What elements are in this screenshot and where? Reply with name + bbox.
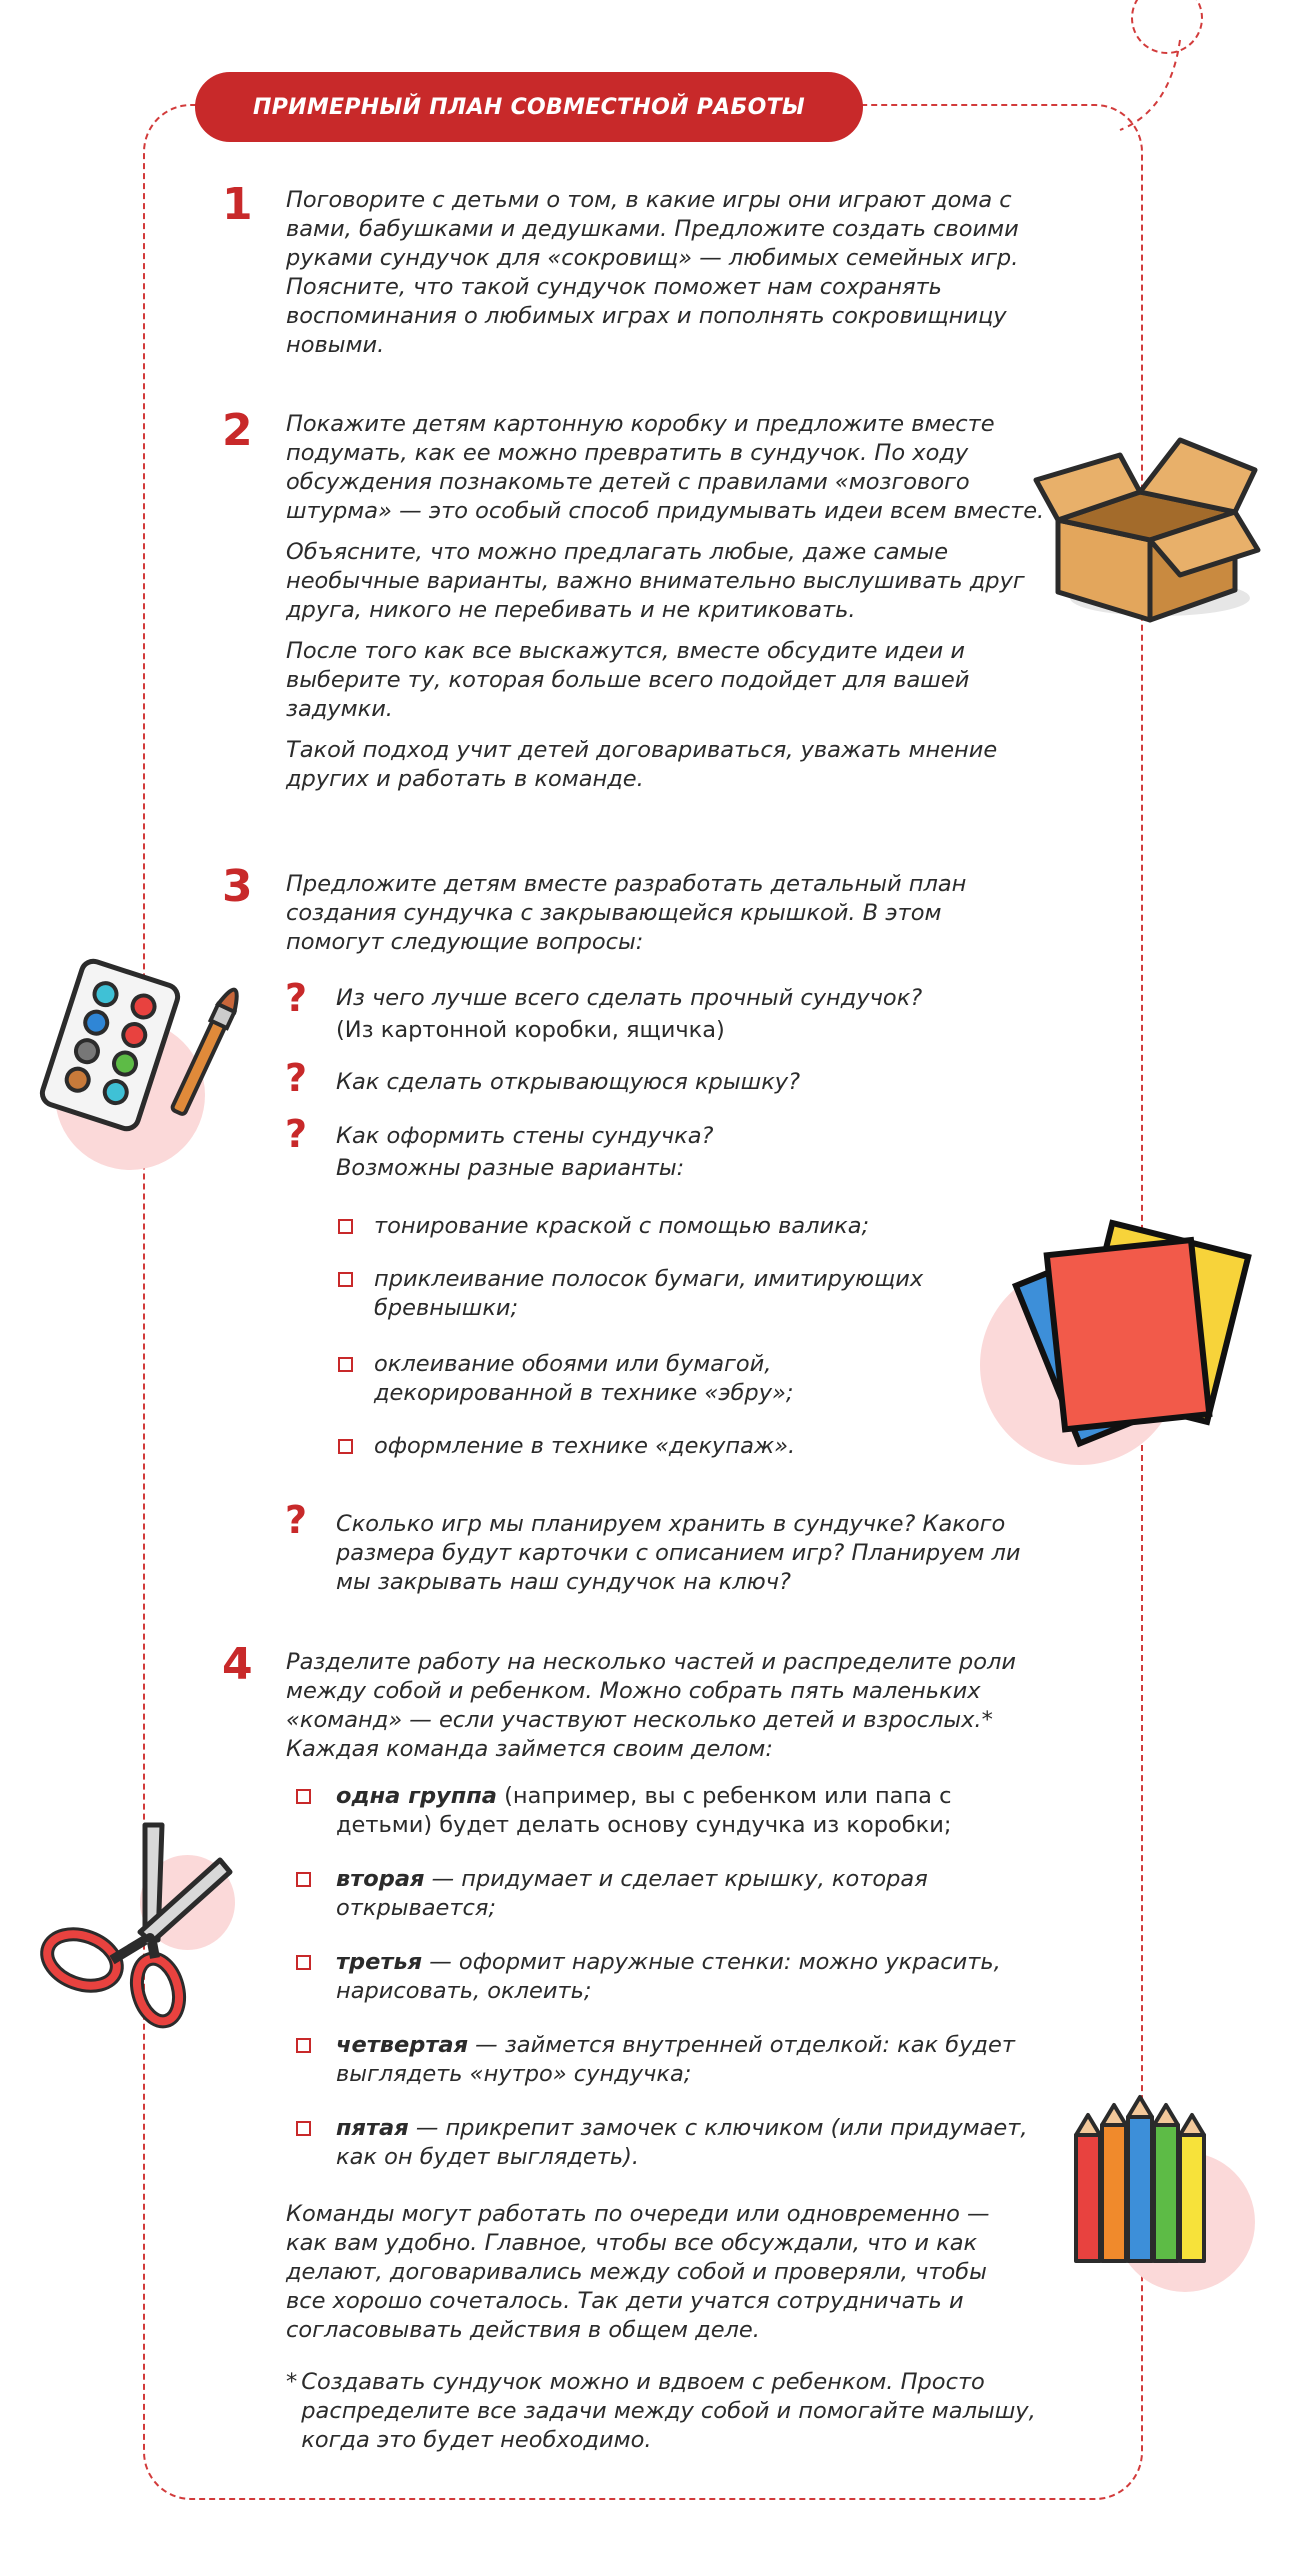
team-3-name: третья — [336, 1949, 423, 1975]
team-4 — [336, 2031, 1036, 2089]
checkbox-icon — [338, 1272, 353, 1287]
option-1-text: тонирование краской с помощью валика; — [374, 1213, 870, 1239]
step-number-2: 2 — [222, 406, 272, 456]
team-4-name: четвертая — [336, 2032, 469, 2058]
team-4-desc: — займется внутренней отделкой: как будет выглядеть «нутро» сундучка; — [336, 2032, 1015, 2087]
question-1 — [336, 984, 1036, 1045]
step-2-paragraph-1: Покажите детям картонную коробку и предложите вместе подумать, как ее можно превратить в сундучок. По ходу обсуждения познакомьте детей с правилами «мозгового штурма» — это особый способ придумывать идеи всем вместе. — [286, 411, 1045, 524]
question-1-hint: (Из картонной коробки, ящичка) — [336, 1017, 725, 1043]
watercolor-paints-icon — [40, 960, 240, 1140]
question-3 — [336, 1122, 1036, 1183]
step-2-text — [286, 410, 1056, 806]
question-mark-icon: ? — [285, 1056, 308, 1100]
question-mark-icon: ? — [285, 1112, 308, 1156]
question-mark-icon: ? — [285, 1498, 308, 1542]
step-3-paragraph: Предложите детям вместе разработать детальный план создания сундучка с закрывающейся крышкой. В этом помогут следующие вопросы: — [286, 871, 967, 955]
question-1-text: Из чего лучше всего сделать прочный сундучок? — [336, 985, 923, 1011]
question-2-text: Как сделать открывающуюся крышку? — [336, 1069, 801, 1095]
team-3 — [336, 1948, 1036, 2006]
team-2 — [336, 1865, 1016, 1923]
colored-paper-icon — [1010, 1210, 1250, 1450]
team-2-name: вторая — [336, 1866, 425, 1892]
cardboard-box-icon — [1030, 430, 1260, 630]
checkbox-icon — [296, 2038, 311, 2053]
checkbox-icon — [338, 1219, 353, 1234]
option-3-text: оклеивание обоями или бумагой, декорированной в технике «эбру»; — [374, 1351, 794, 1406]
team-1-desc: (например, вы с ребенком или папа с детьми) будет делать основу сундучка из коробки; — [336, 1783, 952, 1838]
step-1-paragraph: Поговорите с детьми о том, в какие игры они играют дома с вами, бабушками и дедушками. Предложите создать своими руками сундучок для «сокровищ» — любимых семейных игр. Поясните, что такой сундучок поможет нам сохранять воспоминания о любимых играх и пополнять сокровищницу новыми. — [286, 187, 1019, 358]
question-3-text: Как оформить стены сундучка? — [336, 1123, 714, 1149]
checkbox-icon — [296, 1955, 311, 1970]
option-2-text: приклеивание полосок бумаги, имитирующих бревнышки; — [374, 1266, 924, 1321]
step-number-1: 1 — [222, 180, 272, 230]
step-2-paragraph-4: Такой подход учит детей договариваться, уважать мнение других и работать в команде. — [286, 737, 998, 792]
option-4-text: оформление в технике «декупаж». — [374, 1433, 796, 1459]
question-mark-icon: ? — [285, 976, 308, 1020]
scissors-icon — [40, 1820, 230, 2020]
step-4-text — [286, 1648, 1056, 1776]
team-1 — [336, 1782, 1016, 1840]
step-2-paragraph-2: Объясните, что можно предлагать любые, даже самые необычные варианты, важно внимательно выслушивать друг друга, никого не перебивать и не критиковать. — [286, 539, 1025, 623]
checkbox-icon — [296, 1872, 311, 1887]
team-5-desc: — прикрепит замочек с ключиком (или придумает, как он будет выглядеть). — [336, 2115, 1028, 2170]
step-3-text — [286, 870, 1006, 969]
step-4-paragraph: Разделите работу на несколько частей и распределите роли между собой и ребенком. Можно собрать пять маленьких «команд» — если участвуют несколько детей и взрослых.* Каждая команда займется своим делом: — [286, 1649, 1016, 1762]
team-1-name: одна группа — [336, 1783, 497, 1809]
step-number-3: 3 — [222, 862, 272, 912]
footnote-mark: * — [286, 2369, 298, 2395]
checkbox-icon — [296, 1789, 311, 1804]
team-5-name: пятая — [336, 2115, 409, 2141]
footnote — [286, 2368, 1066, 2455]
question-3-hint: Возможны разные варианты: — [336, 1155, 685, 1181]
team-5 — [336, 2114, 1056, 2172]
team-3-desc: — оформит наружные стенки: можно украсить, нарисовать, оклеить; — [336, 1949, 1001, 2004]
step-2-paragraph-3: После того как все выскажутся, вместе обсудите идеи и выберите ту, которая больше всего подойдет для вашей задумки. — [286, 638, 970, 722]
page-title: ПРИМЕРНЫЙ ПЛАН СОВМЕСТНОЙ РАБОТЫ — [195, 72, 863, 142]
colored-pencils-icon — [1070, 2095, 1220, 2265]
step-1-text — [286, 186, 1056, 372]
checkbox-icon — [338, 1357, 353, 1372]
decorative-dashed-curve — [1100, 40, 1180, 140]
team-2-desc: — придумает и сделает крышку, которая открывается; — [336, 1866, 928, 1921]
step-4-closing: Команды могут работать по очереди или одновременно — как вам удобно. Главное, чтобы все обсуждали, что и как делают, договаривались между собой и проверяли, чтобы все хорошо сочеталось. Так дети учатся сотрудничать и согласовывать действия в общем деле. — [286, 2201, 990, 2343]
footnote-text: Создавать сундучок можно и вдвоем с ребенком. Просто распределите все задачи между собой и помогайте малышу, когда это будет необходимо. — [301, 2369, 1036, 2453]
question-4-text: Сколько игр мы планируем хранить в сундучке? Какого размера будут карточки с описанием игр? Планируем ли мы закрывать наш сундучок на ключ? — [336, 1511, 1021, 1595]
step-number-4: 4 — [222, 1640, 272, 1690]
checkbox-icon — [338, 1439, 353, 1454]
checkbox-icon — [296, 2121, 311, 2136]
